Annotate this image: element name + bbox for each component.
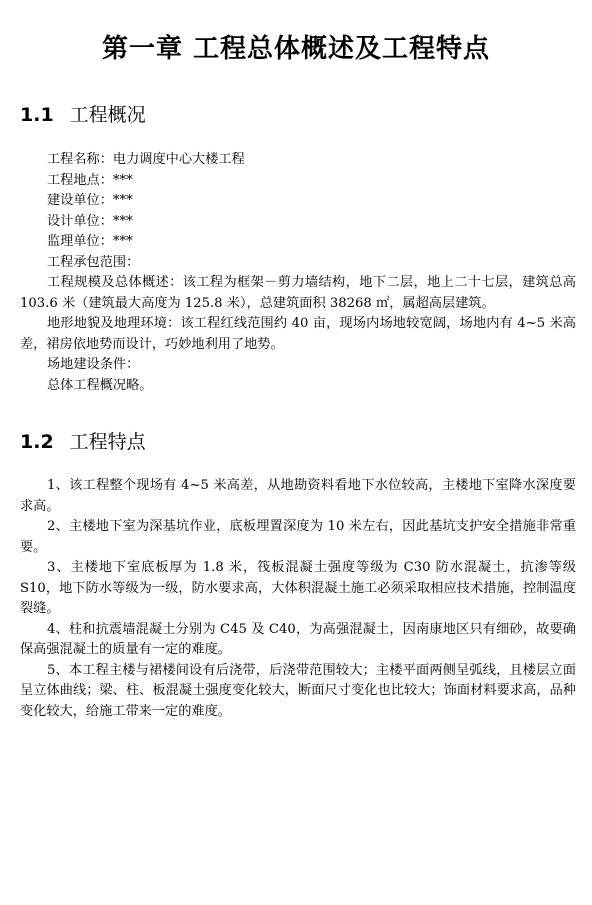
section-number: 1.2 xyxy=(20,431,54,453)
feature-item-2: 2、主楼地下室为深基坑作业，底板埋置深度为 10 米左右，因此基坑支护安全措施非常重要。 xyxy=(20,519,576,555)
section-title: 工程特点 xyxy=(69,431,146,453)
section-title: 工程概况 xyxy=(69,104,146,126)
feature-item-5: 5、本工程主楼与裙楼间设有后浇带，后浇带范围较大；主楼平面两侧呈弧线，且楼层立面呈立体曲线；梁、柱、板混凝土强度变化较大，断面尺寸变化也比较大；饰面材料要求高，品种变化较大，给施工带来一定的难度。 xyxy=(20,662,576,719)
site-conditions-line: 场地建设条件： xyxy=(47,357,140,372)
design-unit-line: 设计单位：*** xyxy=(47,213,133,229)
supervision-unit-line: 监理单位：*** xyxy=(47,234,133,249)
project-scale-paragraph: 工程规模及总体概述：该工程为框架－剪力墙结构，地下二层，地上二十七层，建筑总高 103.6 米（建筑最大高度为 125.8 米），总建筑面积 38268 ㎡，属超高层建筑。 xyxy=(20,275,576,311)
project-name-line: 工程名称：电力调度中心大楼工程 xyxy=(47,152,245,167)
feature-item-1: 1、该工程整个现场有 4~5 米高差，从地勘资料看地下水位较高，主楼地下室降水深度要求高。 xyxy=(20,478,576,514)
terrain-paragraph: 地形地貌及地理环境：该工程红线范围约 40 亩，现场内场地较宽阔，场地内有 4~5 米高差，裙房依地势而设计，巧妙地利用了地势。 xyxy=(20,316,576,352)
feature-item-3: 3、主楼地下室底板厚为 1.8 米，筏板混凝土强度等级为 C30 防水混凝土，抗渗等级 S10，地下防水等级为一级，防水要求高，大体积混凝土施工必须采取相应技术措施，控制温度裂缝。 xyxy=(20,560,576,616)
owner-unit-line: 建设单位：*** xyxy=(47,193,133,208)
section-1-1-body xyxy=(20,150,576,396)
project-location-line: 工程地点：*** xyxy=(47,172,133,188)
contract-scope-line: 工程承包范围： xyxy=(47,254,140,270)
chapter-title: 第一章 工程总体概述及工程特点 xyxy=(101,34,491,64)
section-1-2-body xyxy=(20,476,576,722)
section-heading-1-2 xyxy=(20,427,146,454)
section-heading-1-1 xyxy=(20,100,146,127)
section-number: 1.1 xyxy=(20,104,54,126)
overview-line: 总体工程概况略。 xyxy=(47,377,153,393)
feature-item-4: 4、柱和抗震墙混凝土分别为 C45 及 C40，为高强混凝土，因南康地区只有细砂，故要确保高强混凝土的质量有一定的难度。 xyxy=(20,621,576,657)
